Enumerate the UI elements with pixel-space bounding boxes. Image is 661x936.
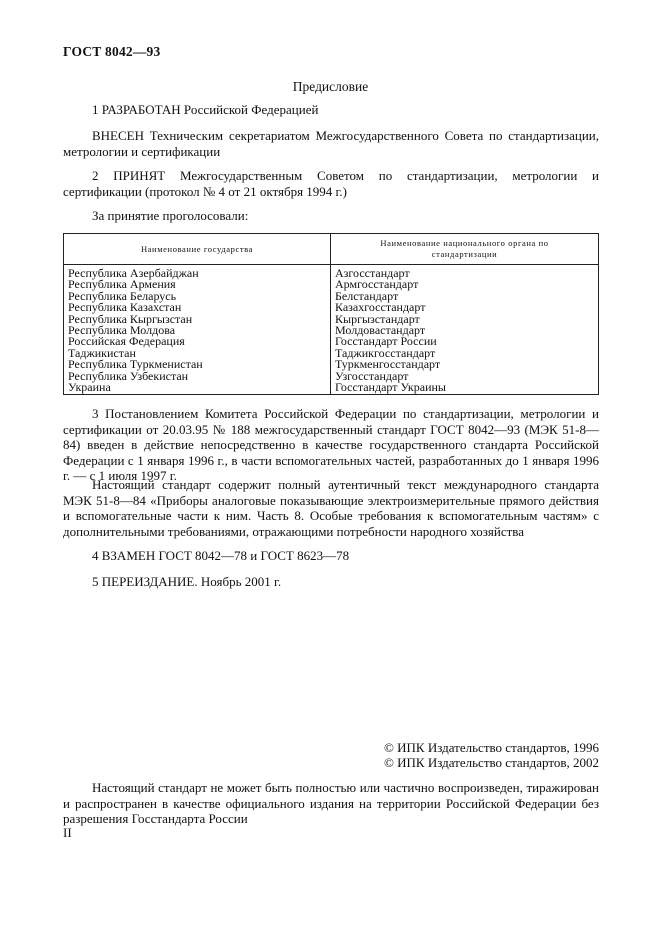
state-name-cell: Украина xyxy=(64,382,331,395)
state-name-cell: Республика Кыргызстан xyxy=(64,314,331,325)
state-name-cell: Российская Федерация xyxy=(64,336,331,347)
copyright-line-1: © ИПК Издательство стандартов, 1996 xyxy=(384,740,599,755)
standards-body-cell: Молдовастандарт xyxy=(331,325,599,336)
standards-body-cell: Госстандарт Украины xyxy=(331,382,599,395)
standards-body-cell: Таджикгосстандарт xyxy=(331,348,599,359)
standards-body-cell: Кыргызстандарт xyxy=(331,314,599,325)
state-name-cell: Республика Армения xyxy=(64,279,331,290)
standards-body-cell: Казахгосстандарт xyxy=(331,302,599,313)
state-name-cell: Республика Азербайджан xyxy=(64,265,331,280)
paragraph-voted: За принятие проголосовали: xyxy=(92,208,249,223)
paragraph-content: Настоящий стандарт содержит полный аутентичный текст международного стандарта МЭК 51-8—84 «Приборы аналоговые показывающие электроизмерительные прямого действия и вспомогательные части к ним. Часть 8. Особые требования к вспомогательным частям» с дополнительными требованиями, отражающими потребности народного хозяйства xyxy=(63,477,599,539)
copyright-line-2: © ИПК Издательство стандартов, 2002 xyxy=(384,755,599,770)
paragraph-introduced: ВНЕСЕН Техническим секретариатом Межгосударственного Совета по стандартизации, метрологии и сертификации xyxy=(63,128,599,159)
table-row xyxy=(64,336,599,347)
standards-body-cell: Армгосстандарт xyxy=(331,279,599,290)
paragraph-replaces: 4 ВЗАМЕН ГОСТ 8042—78 и ГОСТ 8623—78 xyxy=(92,548,350,563)
paragraph-adopted: 2 ПРИНЯТ Межгосударственным Советом по стандартизации, метрологии и сертификации (протокол № 4 от 21 октября 1994 г.) xyxy=(63,168,599,199)
page-number: II xyxy=(63,825,72,840)
paragraph-notice: Настоящий стандарт не может быть полностью или частично воспроизведен, тиражирован и распространен в качестве официального издания на территории Российской Федерации без разрешения Госстандарта России xyxy=(63,780,599,826)
voting-states-table xyxy=(63,233,599,395)
table-body xyxy=(64,265,599,395)
state-name-cell: Таджикистан xyxy=(64,348,331,359)
section-title: Предисловие xyxy=(292,79,369,94)
state-name-cell: Республика Узбекистан xyxy=(64,371,331,382)
standards-body-cell: Азгосстандарт xyxy=(331,265,599,280)
paragraph-developed: 1 РАЗРАБОТАН Российской Федерацией xyxy=(92,102,319,117)
standards-body-cell: Туркменгосстандарт xyxy=(331,359,599,370)
paragraph-enacted: 3 Постановлением Комитета Российской Федерации по стандартизации, метрологии и сертификации от 20.03.95 № 188 межгосударственный стандарт ГОСТ 8042—93 (МЭК 51-8—84) введен в действие непосредственно в качестве государственного стандарта Российской Федерации с 1 января 1996 г., в части вспомогательных частей, разработанных до 1 января 1996 г. — с 1 июля 1997 г. xyxy=(63,406,599,483)
table-header-body-text: Наименование национального органа по стандартизации xyxy=(380,238,549,259)
standards-body-cell: Узгосстандарт xyxy=(331,371,599,382)
standards-body-cell: Госстандарт России xyxy=(331,336,599,347)
table-row xyxy=(64,371,599,382)
table-row xyxy=(64,382,599,395)
document-code: ГОСТ 8042—93 xyxy=(63,44,161,59)
standards-body-cell: Белстандарт xyxy=(331,291,599,302)
table-header-state: Наименование государства xyxy=(64,234,331,265)
table-header-row xyxy=(64,234,599,265)
state-name-cell: Республика Туркменистан xyxy=(64,359,331,370)
paragraph-reissue: 5 ПЕРЕИЗДАНИЕ. Ноябрь 2001 г. xyxy=(92,574,282,589)
state-name-cell: Республика Беларусь xyxy=(64,291,331,302)
state-name-cell: Республика Казахстан xyxy=(64,302,331,313)
state-name-cell: Республика Молдова xyxy=(64,325,331,336)
table-header-body xyxy=(331,234,599,265)
